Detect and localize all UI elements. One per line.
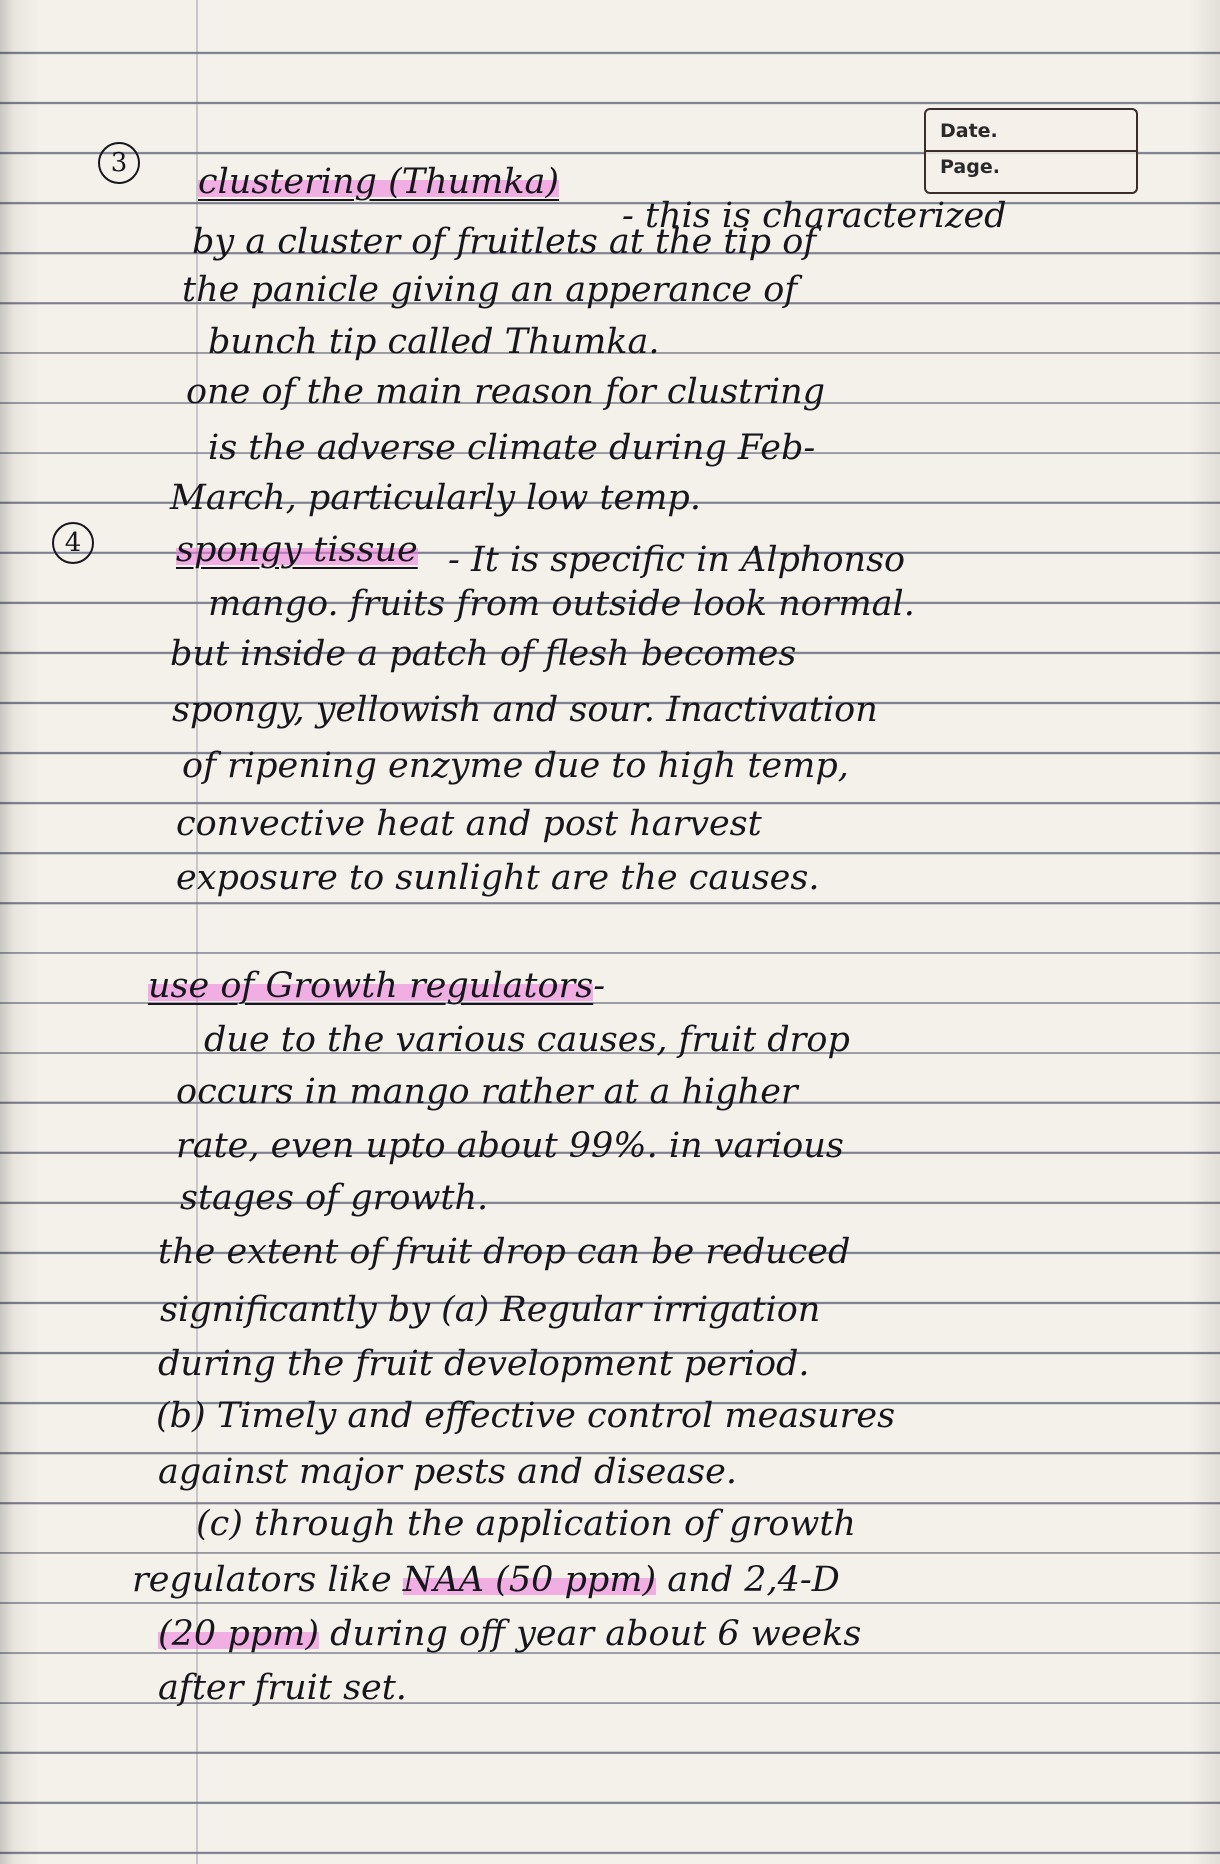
- heading-spongy-tissue: [176, 530, 418, 570]
- highlight-20ppm: (20 ppm): [158, 1614, 319, 1654]
- note-line: occurs in mango rather at a higher: [176, 1072, 798, 1112]
- date-page-box: [924, 108, 1138, 194]
- page-edge-shadow: [1190, 0, 1220, 1864]
- note-line: exposure to sunlight are the causes.: [176, 858, 820, 898]
- heading-clustering: [198, 162, 559, 202]
- note-line: stages of growth.: [180, 1178, 489, 1218]
- date-label: Date.: [940, 120, 998, 142]
- item-number-4: 4: [52, 522, 94, 564]
- note-line: convective heat and post harvest: [176, 804, 762, 844]
- note-line: the panicle giving an apperance of: [182, 270, 798, 310]
- note-line-naa: [132, 1560, 840, 1600]
- text-regulators-like: regulators like: [132, 1560, 392, 1600]
- note-line: but inside a patch of flesh becomes: [170, 634, 797, 674]
- page-label: Page.: [940, 156, 1000, 178]
- note-line: of ripening enzyme due to high temp,: [182, 746, 849, 786]
- note-line: significantly by (a) Regular irrigation: [160, 1290, 821, 1330]
- date-page-divider: [926, 150, 1136, 152]
- note-line: (b) Timely and effective control measures: [156, 1396, 896, 1436]
- note-line: one of the main reason for clustring: [186, 372, 826, 412]
- text-off-year: during off year about 6 weeks: [330, 1614, 862, 1654]
- note-line: spongy, yellowish and sour. Inactivation: [172, 690, 878, 730]
- highlight-naa: NAA (50 ppm): [402, 1560, 657, 1600]
- note-line: March, particularly low temp.: [170, 478, 701, 518]
- note-line: the extent of fruit drop can be reduced: [158, 1232, 851, 1272]
- note-line: - this is characterized: [622, 196, 1007, 236]
- note-line: by a cluster of fruitlets at the tip of: [192, 222, 817, 262]
- note-line: is the adverse climate during Feb-: [208, 428, 816, 468]
- heading-clustering-text: clustering (Thumka): [198, 162, 560, 202]
- heading-dash: -: [593, 966, 606, 1006]
- text-and-24d: and 2,4-D: [667, 1560, 840, 1600]
- note-line: during the fruit development period.: [158, 1344, 810, 1384]
- heading-growth-regulators-text: use of Growth regulators: [148, 966, 594, 1006]
- note-line: against major pests and disease.: [158, 1452, 737, 1492]
- note-line: rate, even upto about 99%. in various: [176, 1126, 844, 1166]
- note-line: mango. fruits from outside look normal.: [208, 584, 915, 624]
- note-line: bunch tip called Thumka.: [208, 322, 660, 362]
- item-number-3: 3: [98, 142, 140, 184]
- note-line-20ppm: [158, 1614, 861, 1654]
- note-line: - It is specific in Alphonso: [448, 540, 906, 580]
- note-line: (c) through the application of growth: [196, 1504, 856, 1544]
- heading-growth-regulators: [148, 966, 605, 1006]
- note-line: after fruit set.: [158, 1668, 407, 1708]
- note-line: due to the various causes, fruit drop: [204, 1020, 850, 1060]
- heading-spongy-tissue-text: spongy tissue: [176, 530, 418, 570]
